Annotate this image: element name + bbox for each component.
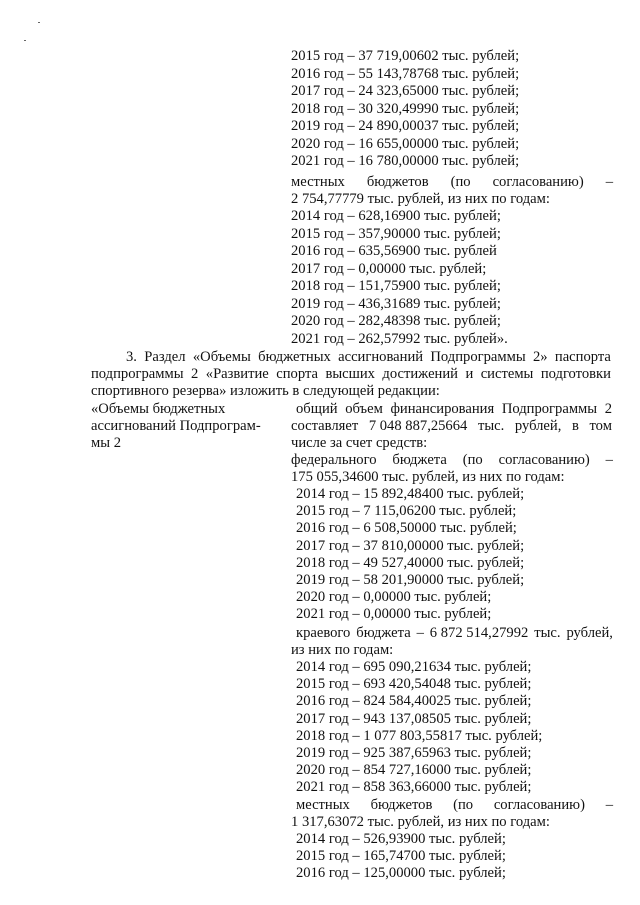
federal-budget-total: 175 055,34600 тыс. рублей, из них по годам: (291, 469, 565, 485)
word: 2» (532, 349, 548, 365)
word: достижений (382, 366, 458, 382)
word: рублей, (514, 418, 562, 434)
year-line: 2016 год – 125,00000 тыс. рублей; (296, 865, 506, 882)
word: 3. (126, 349, 137, 365)
year-line: 2014 год – 628,16900 тыс. рублей; (291, 208, 501, 224)
year-line: 2020 год – 0,00000 тыс. рублей; (296, 589, 492, 606)
word: согласованию) (498, 452, 590, 468)
word: 2 (604, 401, 612, 417)
word: подготовки (540, 366, 611, 382)
word: согласованию) (493, 797, 585, 813)
word: спорта (276, 366, 318, 382)
year-line: 2021 год – 262,57992 тыс. рублей». (291, 330, 508, 347)
total-financing-line-2 (291, 418, 612, 435)
year-line: 2020 год – 16 655,00000 тыс. рублей; (291, 135, 520, 152)
year-line: 2018 год – 30 320,49990 тыс. рублей; (291, 100, 520, 117)
word: паспорта (554, 349, 611, 365)
paragraph-line-3: спортивного резерва» изложить в следующей редакции: (91, 383, 440, 399)
scan-speck (24, 40, 26, 41)
year-line: 2017 год – 24 323,65000 тыс. рублей; (291, 83, 520, 99)
word: местных (296, 797, 350, 813)
year-line: 2016 год – 824 584,40025 тыс. рублей; (296, 693, 532, 710)
total-financing-line-3: числе за счет средств: (291, 435, 428, 451)
word: высших (325, 366, 375, 382)
word: 2 (191, 366, 199, 382)
word: тыс. (534, 625, 561, 641)
left-label-line-2: ассигнований Подпрограм- (91, 418, 261, 434)
word: в (571, 418, 579, 434)
word: Подпрограммы (501, 401, 598, 417)
year-line: 2021 год – 16 780,00000 тыс. рублей; (291, 153, 520, 169)
word: объем (345, 401, 383, 417)
paragraph-line-1 (126, 349, 611, 366)
year-line: 2019 год – 24 890,00037 тыс. рублей; (291, 118, 520, 134)
regional-budget-heading (296, 625, 613, 642)
word: бюджетов (370, 797, 433, 813)
year-line: 2014 год – 15 892,48400 тыс. рублей; (296, 486, 525, 502)
year-line: 2021 год – 858 363,66000 тыс. рублей; (296, 779, 532, 796)
year-line: 2019 год – 925 387,65963 тыс. рублей; (296, 745, 532, 761)
total-financing-line-1 (296, 401, 612, 418)
word: «Объемы (192, 349, 251, 365)
word: бюджета (392, 452, 447, 468)
word: подпрограммы (91, 366, 184, 382)
word: (по (450, 174, 471, 190)
local-budget-total: 2 754,77779 тыс. рублей, из них по годам: (291, 191, 550, 207)
scan-speck (38, 22, 40, 23)
word: тыс. (477, 418, 505, 434)
word: системы (480, 366, 534, 382)
left-label-line-1: «Объемы бюджетных (91, 401, 226, 417)
paragraph-line-2 (91, 366, 611, 383)
year-line: 2017 год – 37 810,00000 тыс. рублей; (296, 537, 525, 554)
word: бюджета (356, 625, 411, 641)
local-budget-total-2: 1 317,63072 тыс. рублей, из них по годам: (291, 814, 550, 830)
year-line: 2018 год – 49 527,40000 тыс. рублей; (296, 554, 525, 571)
year-line: 2015 год – 165,74700 тыс. рублей; (296, 848, 506, 865)
year-line: 2016 год – 6 508,50000 тыс. рублей; (296, 520, 517, 537)
word: том (589, 418, 612, 434)
local-budget-heading (291, 174, 613, 191)
year-line: 2017 год – 943 137,08505 тыс. рублей; (296, 710, 532, 727)
word: краевого (296, 625, 351, 641)
word: согласованию) (492, 174, 584, 190)
word: 6 872 514,27992 (429, 625, 529, 641)
year-line: 2014 год – 526,93900 тыс. рублей; (296, 831, 506, 847)
word: Подпрограммы (430, 349, 526, 365)
year-line: 2018 год – 151,75900 тыс. рублей; (291, 278, 501, 294)
year-line: 2017 год – 0,00000 тыс. рублей; (291, 260, 487, 277)
word: – (416, 625, 424, 641)
word: (по (453, 797, 474, 813)
word: составляет (291, 418, 359, 434)
year-line: 2020 год – 282,48398 тыс. рублей; (291, 313, 501, 329)
local-budget-heading-2 (296, 797, 613, 814)
year-line: 2015 год – 357,90000 тыс. рублей; (291, 225, 501, 242)
year-line: 2016 год – 55 143,78768 тыс. рублей; (291, 65, 520, 82)
year-line: 2015 год – 37 719,00602 тыс. рублей; (291, 48, 520, 64)
word: – (605, 174, 613, 190)
year-line: 2021 год – 0,00000 тыс. рублей; (296, 606, 492, 623)
word: финансирования (390, 401, 495, 417)
regional-budget-sub: из них по годам: (291, 642, 394, 658)
year-line: 2016 год – 635,56900 тыс. рублей (291, 243, 497, 259)
word: – (605, 452, 613, 468)
year-line: 2015 год – 693 420,54048 тыс. рублей; (296, 676, 532, 693)
word: местных (291, 174, 345, 190)
word: «Развитие (205, 366, 269, 382)
year-line: 2014 год – 695 090,21634 тыс. рублей; (296, 659, 532, 675)
word: федерального (291, 452, 377, 468)
word: и (465, 366, 474, 382)
word: ассигнований (338, 349, 424, 365)
word: общий (296, 401, 338, 417)
word: (по (462, 452, 483, 468)
word: бюджетных (258, 349, 331, 365)
year-line: 2019 год – 58 201,90000 тыс. рублей; (296, 572, 525, 588)
word: бюджетов (366, 174, 429, 190)
year-line: 2019 год – 436,31689 тыс. рублей; (291, 295, 501, 312)
word: 7 048 887,25664 (368, 418, 468, 434)
word: Раздел (144, 349, 186, 365)
year-line: 2018 год – 1 077 803,55817 тыс. рублей; (296, 727, 543, 744)
year-line: 2015 год – 7 115,06200 тыс. рублей; (296, 503, 517, 520)
left-label-line-3: мы 2 (91, 435, 121, 451)
year-line: 2020 год – 854 727,16000 тыс. рублей; (296, 762, 532, 779)
federal-budget-heading (291, 452, 613, 469)
word: рублей, (566, 625, 613, 641)
word: – (605, 797, 613, 813)
